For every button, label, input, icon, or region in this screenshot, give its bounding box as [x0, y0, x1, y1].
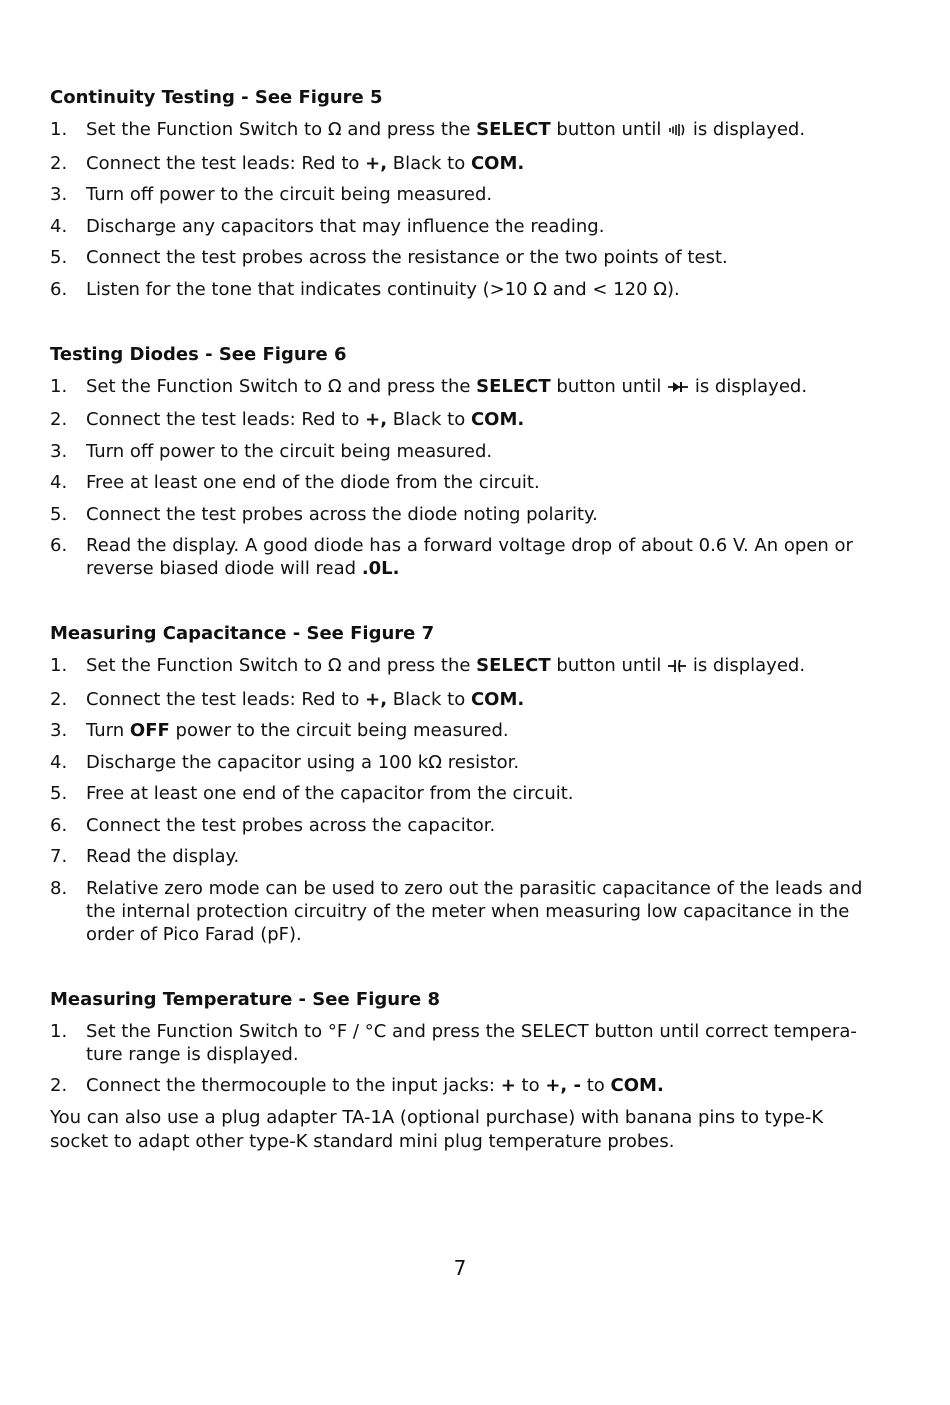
diodes-section	[50, 343, 870, 581]
steps-list	[50, 118, 870, 301]
step-number: 1.	[50, 1020, 68, 1042]
section-title: Testing Diodes - See Figure 6	[50, 343, 347, 365]
continuity-beeper-icon	[667, 120, 687, 143]
step-text: Connect the test leads: Red to +, Black to COM.	[86, 152, 525, 174]
page-number: 7	[453, 1256, 467, 1280]
continuity-section	[50, 86, 870, 301]
list-item	[50, 152, 870, 175]
step-text: Listen for the tone that indicates continuity (>10 Ω and < 120 Ω).	[86, 278, 680, 300]
step-text: Discharge the capacitor using a 100 kΩ resistor.	[86, 751, 520, 773]
steps-list	[50, 654, 870, 946]
list-item	[50, 751, 870, 774]
step-number: 1.	[50, 655, 68, 676]
step-text: Set the Function Switch to °F / °C and press the SELECT button until correct tempera-ture range is displayed.	[86, 1020, 857, 1065]
list-item	[50, 814, 870, 837]
step-text: Read the display.	[86, 846, 240, 867]
list-item	[50, 877, 870, 946]
step-number: 8.	[50, 877, 68, 899]
step-number: 5.	[50, 247, 68, 268]
list-item	[50, 278, 870, 301]
step-number: 1.	[50, 119, 68, 140]
steps-list	[50, 1020, 870, 1098]
step-text: Connect the test leads: Red to +, Black to COM.	[86, 688, 525, 710]
step-number: 6.	[50, 278, 68, 300]
step-text: Connect the test probes across the resistance or the two points of test.	[86, 247, 728, 268]
step-number: 6.	[50, 814, 68, 836]
list-item	[50, 375, 870, 400]
list-item	[50, 183, 870, 206]
step-text: Set the Function Switch to Ω and press the SELECT button until is displayed.	[86, 118, 870, 143]
step-number: 4.	[50, 751, 68, 773]
list-item	[50, 845, 870, 868]
step-text: Connect the thermocouple to the input jacks: + to +, - to COM.	[86, 1075, 664, 1096]
step-text: Turn off power to the circuit being measured.	[86, 440, 493, 462]
step-number: 2.	[50, 152, 68, 174]
list-item	[50, 118, 870, 143]
section-title: Measuring Capacitance - See Figure 7	[50, 623, 435, 644]
step-number: 3.	[50, 720, 68, 741]
list-item	[50, 719, 870, 742]
list-item	[50, 654, 870, 679]
step-number: 5.	[50, 503, 68, 525]
step-text: Turn off power to the circuit being measured.	[86, 184, 493, 205]
list-item	[50, 534, 870, 580]
step-number: 1.	[50, 375, 68, 397]
step-text: Connect the test probes across the capacitor.	[86, 814, 496, 836]
list-item	[50, 688, 870, 711]
step-number: 3.	[50, 440, 68, 462]
manual-page	[50, 86, 870, 1196]
step-text: Connect the test probes across the diode noting polarity.	[86, 503, 598, 525]
list-item	[50, 1074, 870, 1097]
step-number: 5.	[50, 783, 68, 804]
step-number: 6.	[50, 535, 68, 556]
step-text: Connect the test leads: Red to +, Black to COM.	[86, 409, 525, 430]
list-item	[50, 440, 870, 463]
step-number: 2.	[50, 1075, 68, 1096]
list-item	[50, 503, 870, 526]
step-number: 4.	[50, 215, 68, 237]
list-item	[50, 408, 870, 431]
capacitance-section	[50, 622, 870, 946]
list-item	[50, 1020, 870, 1066]
step-text: Turn OFF power to the circuit being measured.	[86, 720, 509, 741]
step-text: Free at least one end of the diode from the circuit.	[86, 472, 540, 493]
steps-list	[50, 375, 870, 581]
step-text: Free at least one end of the capacitor from the circuit.	[86, 783, 574, 804]
diode-icon	[667, 377, 689, 400]
capacitor-icon	[667, 656, 687, 679]
list-item	[50, 215, 870, 238]
step-number: 2.	[50, 409, 68, 430]
list-item	[50, 246, 870, 269]
temperature-note: You can also use a plug adapter TA-1A (optional purchase) with banana pins to type-K socket to adapt other type-K standard mini plug temperature probes.	[50, 1106, 824, 1152]
temperature-section	[50, 988, 870, 1154]
step-text: Set the Function Switch to Ω and press the SELECT button until is displayed.	[86, 654, 870, 679]
step-text: Read the display. A good diode has a forward voltage drop of about 0.6 V. An open or reverse biased diode will read .0L.	[86, 535, 853, 579]
section-title: Measuring Temperature - See Figure 8	[50, 988, 440, 1010]
section-title: Continuity Testing - See Figure 5	[50, 87, 383, 108]
step-text: Set the Function Switch to Ω and press the SELECT button until is displayed.	[86, 375, 870, 400]
step-number: 2.	[50, 688, 68, 710]
step-text: Relative zero mode can be used to zero out the parasitic capacitance of the leads and the internal protection circuitry of the meter when measuring low capacitance in the order of Pico Farad (pF).	[86, 877, 863, 945]
step-number: 4.	[50, 472, 68, 493]
step-number: 7.	[50, 846, 68, 867]
list-item	[50, 471, 870, 494]
list-item	[50, 782, 870, 805]
step-number: 3.	[50, 184, 68, 205]
step-text: Discharge any capacitors that may influence the reading.	[86, 215, 605, 237]
